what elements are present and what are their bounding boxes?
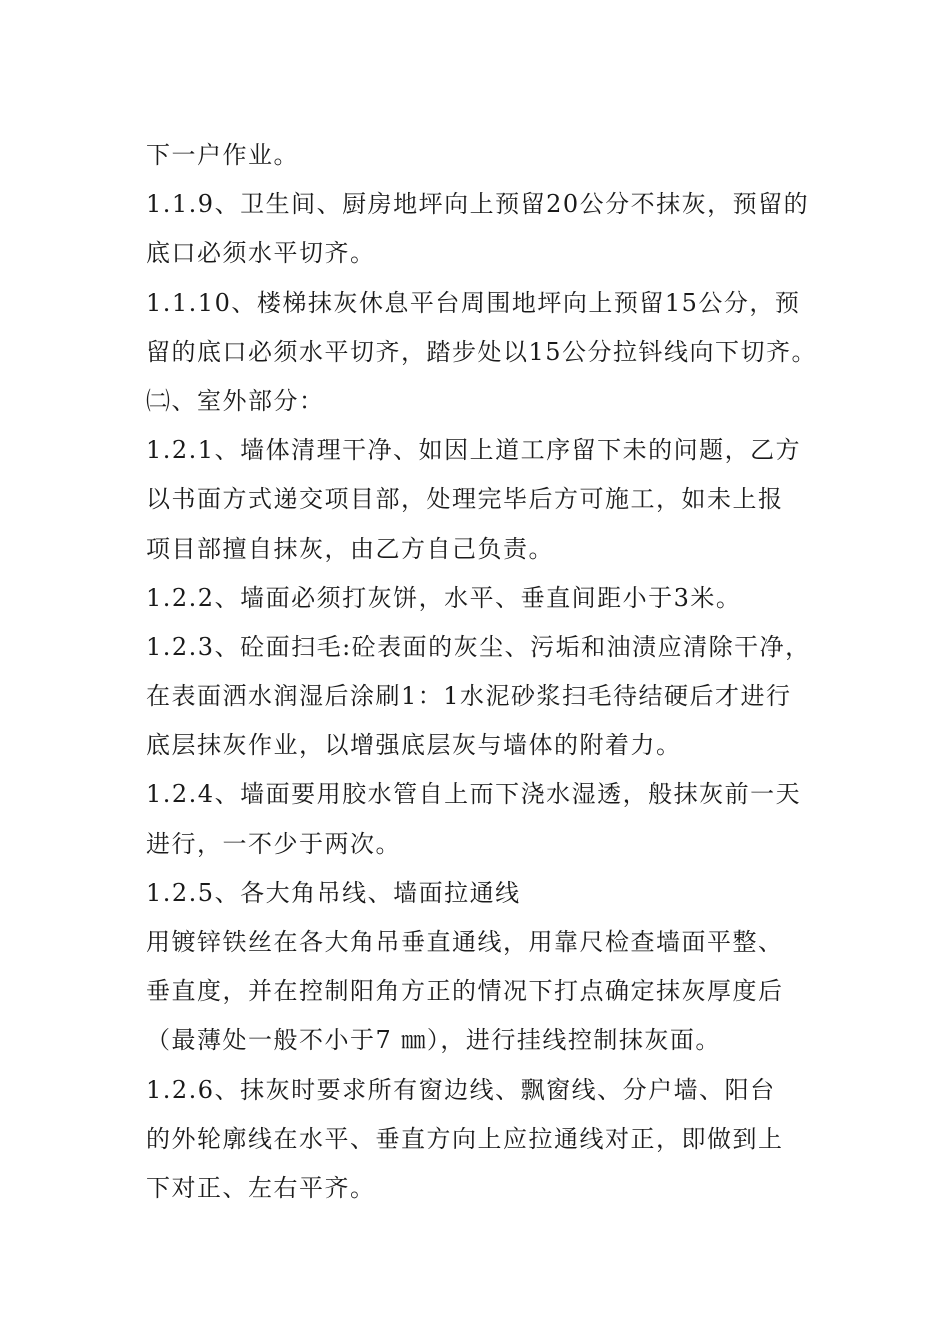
text-line: 底层抹灰作业，以增强底层灰与墙体的附着力。 — [146, 731, 682, 760]
text-line: 用镀锌铁丝在各大角吊垂直通线，用靠尺检查墙面平整、 — [146, 928, 784, 956]
text-line: 1.1.9、卫生间、厨房地坪向上预留20公分不抹灰，预留的 — [146, 190, 810, 219]
text-line: （最薄处一般不小于7 ㎜），进行挂线控制抹灰面。 — [146, 1026, 721, 1055]
text-line: 1.2.5、各大角吊线、墙面拉通线 — [146, 878, 521, 907]
text-line: 垂直度，并在控制阳角方正的情况下打点确定抹灰厚度后 — [146, 977, 784, 1006]
text-line: 的外轮廓线在水平、垂直方向上应拉通线对正，即做到上 — [146, 1124, 784, 1153]
text-line: 进行，一不少于两次。 — [146, 829, 401, 858]
text-line: 1.1.10、楼梯抹灰休息平台周围地坪向上预留15公分，预 — [146, 288, 801, 317]
text-line: 1.2.3、砼面扫毛:砼表面的灰尘、污垢和油渍应清除干净， — [146, 632, 811, 661]
text-line: 1.2.4、墙面要用胶水管自上而下浇水湿透，般抹灰前一天 — [146, 780, 802, 809]
text-line: 项目部擅自抹灰，由乙方自己负责。 — [146, 534, 554, 563]
text-line: 留的底口必须水平切齐，踏步处以15公分拉钭线向下切齐。 — [146, 337, 818, 366]
text-line: 1.2.6、抹灰时要求所有窗边线、飘窗线、分户墙、阳台 — [146, 1075, 776, 1104]
section-heading: ㈡、室外部分： — [146, 386, 325, 415]
text-line: 下一户作业。 — [146, 141, 299, 169]
text-line: 底口必须水平切齐。 — [146, 239, 376, 268]
document-body — [146, 131, 826, 1213]
text-line: 1.2.1、墙体清理干净、如因上道工序留下未的问题，乙方 — [146, 436, 802, 465]
text-line: 下对正、左右平齐。 — [146, 1173, 376, 1202]
text-line: 1.2.2、墙面必须打灰饼，水平、垂直间距小于3米。 — [146, 583, 742, 612]
text-line: 以书面方式递交项目部，处理完毕后方可施工，如未上报 — [146, 485, 784, 514]
text-line: 在表面洒水润湿后涂刷1：1水泥砂浆扫毛待结硬后才进行 — [146, 682, 792, 711]
